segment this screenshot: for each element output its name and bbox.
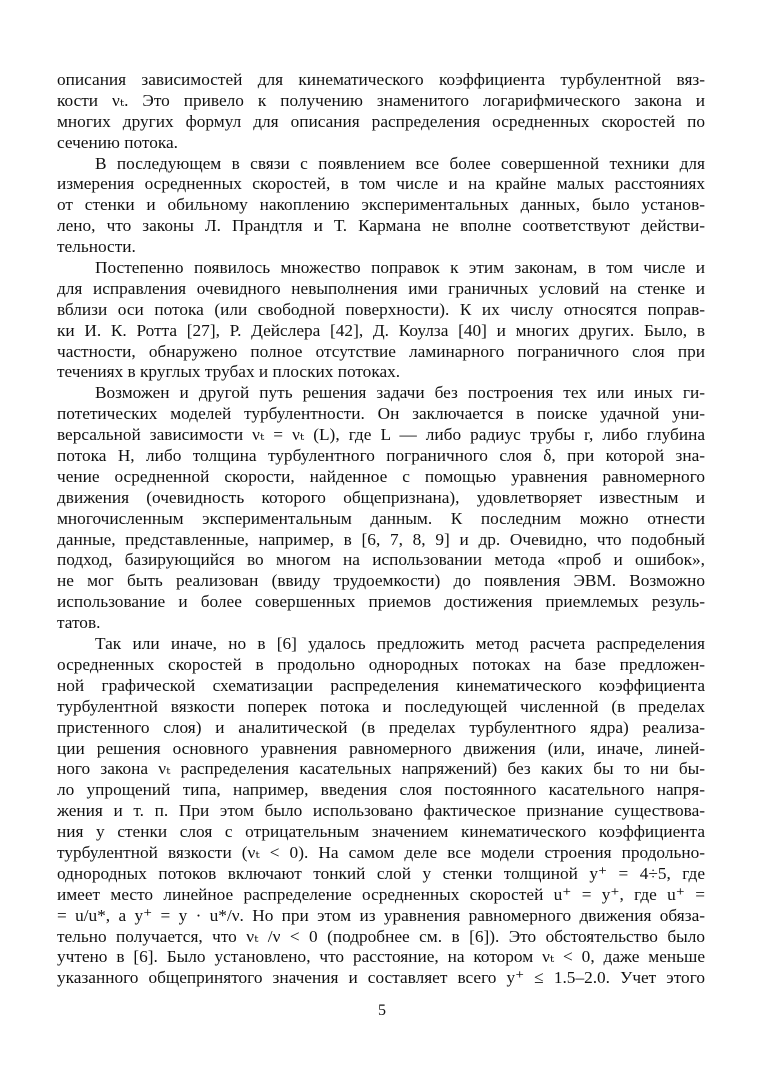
text-line: версальной зависимости νₜ = νₜ (L), где L — либо радиус трубы r, либо глубина [57, 425, 705, 445]
text-line: описания зависимостей для кинематического коэффициента турбулентной вяз- [57, 70, 705, 89]
text-line: Возможен и другой путь решения задачи без построения тех или иных ги- [95, 383, 705, 403]
text-line: турбулентной вязкости поперек потока и последующей численной (в пределах [57, 696, 705, 716]
text-line: кости νₜ. Это привело к получению знаменитого логарифмического закона и [57, 90, 705, 110]
text-line: ки И. К. Ротта [27], Р. Дейслера [42], Д. Коулза [40] и многих других. Было, в [57, 320, 705, 340]
text-line: движения (очевидность которого общепризнана), удовлетворяет известным и [57, 487, 705, 507]
text-line: не мог быть реализован (ввиду трудоемкости) до появления ЭВМ. Возможно [57, 571, 705, 591]
text-line: ной графической схематизации распределения кинематического коэффициента [57, 675, 705, 695]
text-line: осредненных скоростей в продольно однородных потоках на базе предложен- [57, 654, 705, 674]
text-line: имеет место линейное распределение осредненных скоростей u⁺ = y⁺, где u⁺ = [57, 884, 705, 904]
paragraph [57, 258, 705, 383]
text-line: течениях в круглых трубах и плоских потоках. [57, 362, 401, 382]
text-line: чение осредненной скорости, найденное с помощью уравнения равномерного [57, 466, 705, 486]
text-line: для исправления очевидного невыполнения ими граничных условий на стенке и [57, 278, 705, 298]
text-line: многих других формул для описания распределения осредненных скоростей по [57, 111, 705, 131]
text-line: лено, что законы Л. Прандтля и Т. Кармана не вполне соответствуют действи- [57, 216, 705, 236]
text-line: ного закона νₜ распределения касательных напряжений) без каких бы то ни бы- [57, 759, 705, 779]
text-line: от стенки и обильному накоплению экспериментальных данных, было установ- [57, 195, 705, 215]
text-line: турбулентной вязкости (νₜ < 0). На самом деле все модели строения продольно- [57, 842, 705, 862]
text-line: пристенного слоя) и аналитической (в пределах турбулентного ядра) реализа- [57, 717, 705, 737]
text-line: Так или иначе, но в [6] удалось предложить метод расчета распределения [95, 634, 705, 654]
text-line: ния у стенки слоя с отрицательным значением кинематического коэффициента [57, 822, 705, 842]
text-line: измерения осредненных скоростей, в том числе и на крайне малых расстояниях [57, 174, 705, 194]
page-number: 5 [378, 1002, 386, 1019]
text-line: потока H, либо толщина турбулентного пограничного слоя δ, при которой зна- [57, 446, 705, 466]
text-line: многочисленным экспериментальным данным. К последним можно отнести [57, 508, 705, 528]
text-line: В последующем в связи с появлением все более совершенной техники для [95, 153, 705, 173]
text-line: ло упрощений типа, например, введения слоя постоянного касательного напря- [57, 780, 705, 800]
page-body-text [57, 70, 705, 989]
paragraph [57, 70, 705, 154]
text-line: учтено в [6]. Было установлено, что расстояние, на котором νₜ < 0, даже меньше [57, 947, 705, 967]
text-line: татов. [57, 613, 101, 633]
text-line: сечению потока. [57, 132, 178, 152]
text-line: Постепенно появилось множество поправок к этим законам, в том числе и [95, 258, 705, 278]
paragraph [57, 634, 705, 989]
text-line: = u/u*, а y⁺ = y · u*/ν. Но при этом из уравнения равномерного движения обяза- [57, 905, 705, 925]
paragraph [57, 154, 705, 258]
text-line: тельно получается, что νₜ /ν < 0 (подробнее см. в [6]). Это обстоятельство было [57, 926, 705, 946]
text-line: тельности. [57, 237, 136, 257]
text-line: вблизи оси потока (или свободной поверхности). К их числу относятся поправ- [57, 299, 705, 319]
text-line: частности, обнаружено полное отсутствие ламинарного пограничного слоя при [57, 341, 705, 361]
text-line: указанного общепринятого значения и составляет всего y⁺ ≤ 1.5–2.0. Учет этого [57, 968, 705, 988]
text-line: однородных потоков включают тонкий слой у стенки толщиной y⁺ = 4÷5, где [57, 863, 705, 883]
text-line: потетических моделей турбулентности. Он заключается в поиске удачной уни- [57, 404, 705, 424]
text-line: ции решения основного уравнения равномерного движения (или, иначе, линей- [57, 738, 705, 758]
text-line: подход, базирующийся во многом на использовании метода «проб и ошибок», [57, 550, 705, 570]
text-line: использование и более совершенных приемов достижения приемлемых резуль- [57, 592, 705, 612]
text-line: жения и т. п. При этом было использовано фактическое признание существова- [57, 801, 705, 821]
paragraph [57, 383, 705, 634]
text-line: данные, представленные, например, в [6, 7, 8, 9] и др. Очевидно, что подобный [57, 529, 705, 549]
